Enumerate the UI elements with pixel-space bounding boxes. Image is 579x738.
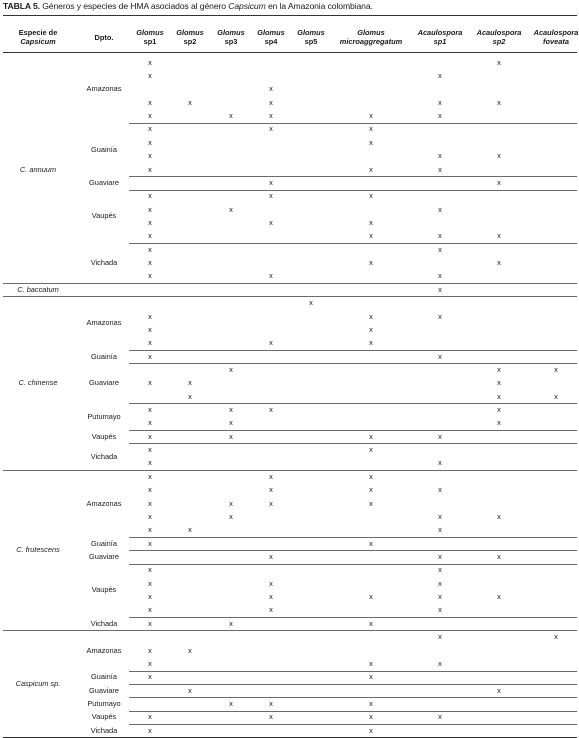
presence-mark: x: [497, 405, 501, 415]
presence-mark: x: [148, 712, 152, 722]
presence-mark: x: [497, 231, 501, 241]
header-col-species: sp1: [433, 37, 447, 46]
presence-mark: x: [269, 498, 273, 508]
presence-mark: x: [369, 712, 373, 722]
department-name: Guainía: [91, 144, 117, 154]
presence-mark: x: [438, 431, 442, 441]
presence-mark: x: [229, 698, 233, 708]
presence-mark: x: [438, 111, 442, 121]
presence-mark: x: [229, 111, 233, 121]
species-name: C. annuum: [19, 164, 57, 174]
presence-mark: x: [438, 565, 442, 575]
presence-mark: x: [369, 672, 373, 682]
presence-mark: x: [438, 578, 442, 588]
header-col-genus: Glomus: [136, 28, 164, 37]
presence-mark: x: [269, 592, 273, 602]
header-col-genus: Acaulospora: [417, 28, 463, 37]
department-name: Guaviare: [89, 552, 119, 561]
department-divider: [129, 671, 577, 672]
presence-mark: x: [497, 57, 501, 67]
presence-mark: x: [188, 97, 192, 107]
department-divider: [129, 537, 577, 538]
species-name: C. frutescens: [16, 545, 60, 555]
header-dpto: Dpto.: [94, 33, 114, 42]
department-divider: [129, 443, 577, 444]
header-col-genus: Glomus: [357, 28, 385, 37]
presence-mark: x: [497, 97, 501, 107]
presence-mark: x: [148, 191, 152, 201]
header-col-species: sp1: [143, 37, 157, 46]
presence-mark: x: [148, 511, 152, 521]
presence-mark: x: [148, 231, 152, 241]
presence-mark: x: [148, 151, 152, 161]
department-divider: [129, 123, 577, 124]
department-divider: [129, 363, 577, 364]
presence-mark: x: [148, 485, 152, 495]
presence-mark: x: [369, 431, 373, 441]
caption-label: TABLA 5.: [3, 1, 40, 11]
presence-mark: x: [497, 592, 501, 602]
presence-mark: x: [369, 124, 373, 134]
header-species-line1: Especie de: [18, 28, 58, 37]
header-col-species: sp2: [183, 37, 197, 46]
department-name: Guaviare: [89, 685, 119, 695]
department-divider: [129, 430, 577, 431]
presence-mark: x: [438, 552, 442, 561]
presence-mark: x: [269, 605, 273, 615]
presence-mark: x: [148, 71, 152, 81]
header-bottom-rule: [3, 52, 577, 53]
presence-mark: x: [438, 71, 442, 81]
presence-mark: x: [269, 97, 273, 107]
presence-mark: x: [229, 431, 233, 441]
presence-mark: x: [369, 618, 373, 628]
presence-mark: x: [269, 552, 273, 561]
presence-mark: x: [269, 405, 273, 415]
species-name: C. chinense: [18, 378, 58, 388]
presence-mark: x: [269, 177, 273, 187]
department-name: Guaviare: [89, 177, 119, 187]
presence-mark: x: [369, 137, 373, 147]
presence-mark: x: [369, 658, 373, 668]
presence-mark: x: [438, 271, 442, 281]
presence-mark: x: [269, 578, 273, 588]
presence-mark: x: [438, 311, 442, 321]
header-col-species: foveata: [543, 37, 569, 46]
presence-mark: x: [554, 632, 558, 642]
department-name: Vaupés: [91, 211, 117, 221]
species-name: C. baccatum: [17, 284, 59, 294]
presence-mark: x: [229, 498, 233, 508]
presence-mark: x: [269, 338, 273, 348]
presence-mark: x: [188, 525, 192, 535]
presence-mark: x: [148, 137, 152, 147]
department-divider: [129, 176, 577, 177]
department-name: Amazonas: [86, 318, 122, 328]
presence-mark: x: [497, 378, 501, 388]
presence-mark: x: [269, 84, 273, 94]
presence-mark: x: [148, 111, 152, 121]
presence-mark: x: [148, 658, 152, 668]
department-name: Amazonas: [86, 498, 122, 508]
presence-mark: x: [438, 632, 442, 642]
presence-mark: x: [369, 338, 373, 348]
presence-mark: x: [497, 364, 501, 374]
presence-mark: x: [148, 431, 152, 441]
presence-mark: x: [369, 311, 373, 321]
presence-mark: x: [369, 445, 373, 455]
department-divider: [129, 711, 577, 712]
header-col-genus: Glomus: [176, 28, 204, 37]
presence-mark: x: [309, 298, 313, 308]
presence-mark: x: [497, 511, 501, 521]
caption-italic: Capsicum: [228, 1, 266, 11]
presence-mark: x: [554, 391, 558, 401]
presence-mark: x: [438, 97, 442, 107]
presence-mark: x: [269, 218, 273, 227]
presence-mark: x: [148, 218, 152, 227]
header-col-species: sp5: [304, 37, 318, 46]
department-name: Vichada: [90, 725, 118, 735]
department-name: Putumayo: [87, 698, 121, 708]
department-name: Guainía: [91, 672, 117, 682]
presence-mark: x: [148, 324, 152, 334]
presence-mark: x: [438, 231, 442, 241]
presence-mark: x: [438, 284, 442, 294]
species-name: Caspicum sp.: [15, 678, 61, 688]
presence-mark: x: [148, 592, 152, 602]
department-name: Amazonas: [86, 84, 122, 94]
presence-mark: x: [554, 364, 558, 374]
presence-mark: x: [188, 391, 192, 401]
caption-text-before: Géneros y especies de HMA asociados al género: [42, 1, 226, 11]
species-divider: [3, 470, 577, 471]
presence-mark: x: [438, 164, 442, 174]
presence-mark: x: [188, 645, 192, 655]
presence-mark: x: [438, 511, 442, 521]
presence-mark: x: [369, 485, 373, 495]
presence-mark: x: [269, 712, 273, 722]
department-divider: [129, 350, 577, 351]
department-name: Vaupés: [91, 431, 117, 441]
presence-mark: x: [148, 378, 152, 388]
presence-mark: x: [438, 712, 442, 722]
header-col-6: [326, 28, 416, 46]
department-divider: [129, 617, 577, 618]
presence-mark: x: [269, 271, 273, 281]
presence-mark: x: [188, 378, 192, 388]
presence-mark: x: [438, 151, 442, 161]
presence-mark: x: [369, 324, 373, 334]
presence-mark: x: [148, 725, 152, 735]
presence-mark: x: [148, 405, 152, 415]
presence-mark: x: [148, 57, 152, 67]
presence-mark: x: [369, 471, 373, 481]
header-species-line2: Capsicum: [20, 37, 56, 46]
presence-mark: x: [369, 231, 373, 241]
department-name: Vaupés: [91, 585, 117, 595]
header-top-rule: [3, 15, 577, 16]
presence-mark: x: [148, 418, 152, 428]
presence-mark: x: [148, 565, 152, 575]
department-name: Vichada: [90, 618, 118, 628]
presence-mark: x: [148, 351, 152, 361]
presence-mark: x: [148, 672, 152, 682]
department-name: Vichada: [90, 451, 118, 461]
presence-mark: x: [148, 645, 152, 655]
presence-mark: x: [148, 618, 152, 628]
header-col-genus: Glomus: [217, 28, 245, 37]
presence-mark: x: [229, 618, 233, 628]
presence-mark: x: [438, 351, 442, 361]
header-col-9: [520, 28, 579, 46]
presence-mark: x: [229, 364, 233, 374]
presence-mark: x: [438, 605, 442, 615]
species-divider: [3, 296, 577, 297]
header-col-genus: Acaulospora: [476, 28, 522, 37]
department-name: Amazonas: [86, 645, 122, 655]
presence-mark: x: [438, 485, 442, 495]
species-divider: [3, 630, 577, 631]
presence-mark: x: [188, 685, 192, 695]
department-divider: [129, 403, 577, 404]
presence-mark: x: [148, 204, 152, 214]
presence-mark: x: [438, 525, 442, 535]
presence-mark: x: [497, 685, 501, 695]
department-divider: [129, 564, 577, 565]
presence-mark: x: [438, 592, 442, 602]
presence-mark: x: [148, 311, 152, 321]
caption-text-after: en la Amazonia colombiana.: [267, 1, 373, 11]
presence-mark: x: [229, 418, 233, 428]
header-col-genus: Acaulospora: [533, 28, 579, 37]
presence-mark: x: [369, 592, 373, 602]
presence-mark: x: [269, 191, 273, 201]
presence-mark: x: [369, 111, 373, 121]
presence-mark: x: [369, 538, 373, 548]
department-divider: [129, 697, 577, 698]
presence-mark: x: [148, 164, 152, 174]
presence-mark: x: [148, 498, 152, 508]
presence-mark: x: [438, 658, 442, 668]
presence-mark: x: [148, 471, 152, 481]
department-divider: [129, 684, 577, 685]
presence-mark: x: [497, 151, 501, 161]
species-divider: [3, 283, 577, 284]
department-name: Guainía: [91, 538, 117, 548]
presence-mark: x: [369, 164, 373, 174]
presence-mark: x: [148, 578, 152, 588]
presence-mark: x: [497, 552, 501, 561]
presence-mark: x: [148, 525, 152, 535]
presence-mark: x: [269, 111, 273, 121]
presence-mark: x: [497, 258, 501, 268]
presence-mark: x: [369, 725, 373, 735]
department-divider: [129, 243, 577, 244]
presence-mark: x: [497, 391, 501, 401]
presence-mark: x: [269, 471, 273, 481]
department-divider: [129, 190, 577, 191]
presence-mark: x: [269, 698, 273, 708]
presence-mark: x: [148, 97, 152, 107]
department-divider: [129, 550, 577, 551]
department-name: Putumayo: [87, 411, 121, 421]
presence-mark: x: [148, 538, 152, 548]
header-col-species: sp4: [264, 37, 278, 46]
department-name: Guainía: [91, 351, 117, 361]
presence-mark: x: [369, 258, 373, 268]
presence-mark: x: [369, 698, 373, 708]
presence-mark: x: [148, 271, 152, 281]
header-col-species: sp2: [492, 37, 506, 46]
presence-mark: x: [148, 445, 152, 455]
header-col-genus: Glomus: [257, 28, 285, 37]
header-col-genus: Glomus: [297, 28, 325, 37]
presence-mark: x: [497, 418, 501, 428]
header-species: [2, 28, 74, 46]
presence-mark: x: [369, 191, 373, 201]
presence-mark: x: [148, 458, 152, 468]
presence-mark: x: [148, 124, 152, 134]
presence-mark: x: [148, 244, 152, 254]
presence-mark: x: [269, 124, 273, 134]
presence-mark: x: [229, 204, 233, 214]
department-divider: [129, 724, 577, 725]
header-col-species: microaggregatum: [339, 37, 403, 46]
department-name: Guaviare: [89, 378, 119, 388]
presence-mark: x: [438, 458, 442, 468]
presence-mark: x: [369, 498, 373, 508]
presence-mark: x: [497, 177, 501, 187]
presence-mark: x: [269, 485, 273, 495]
presence-mark: x: [438, 244, 442, 254]
presence-mark: x: [148, 605, 152, 615]
department-name: Vichada: [90, 258, 118, 268]
presence-mark: x: [229, 511, 233, 521]
header-col-species: sp3: [224, 37, 238, 46]
presence-mark: x: [229, 405, 233, 415]
department-name: Vaupés: [91, 712, 117, 722]
presence-mark: x: [369, 218, 373, 227]
presence-mark: x: [438, 204, 442, 214]
presence-mark: x: [148, 338, 152, 348]
presence-mark: x: [148, 258, 152, 268]
